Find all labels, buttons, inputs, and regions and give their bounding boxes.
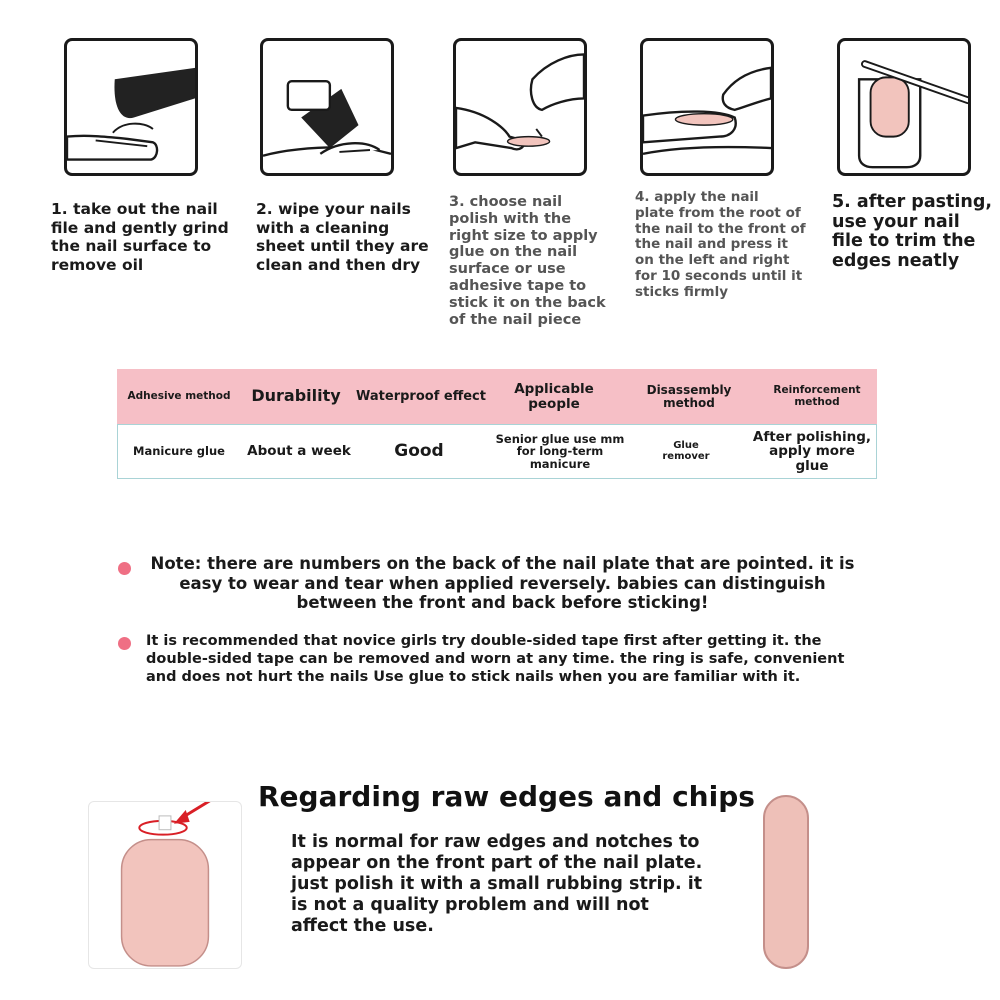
cell-durability: About a week <box>247 443 351 460</box>
cell-waterproof-effect: Good <box>394 440 444 461</box>
cell-disassembly-method: Glue remover <box>662 440 710 462</box>
cell-applicable-people: Senior glue use mm for long-term manicure <box>495 432 625 471</box>
header-waterproof-effect: Waterproof effect <box>356 388 486 404</box>
note-text: Note: there are numbers on the back of the nail plate that are pointed. it is easy to wear and tear when applied reversely. babies can distinguish between the front and back before sticking! <box>150 554 855 612</box>
cell-reinforcement-method: After polishing, apply more glue <box>752 429 872 474</box>
table-row <box>117 424 877 479</box>
apply-glue-icon <box>453 38 587 176</box>
press-nail-icon <box>640 38 774 176</box>
step-4-text: 4. apply the nail plate from the root of the nail to the front of the nail and press it on the left and right for 10 seconds until it sticks firmly <box>635 189 806 300</box>
bullet-dot <box>118 562 131 575</box>
nail-edge-illustration <box>88 801 242 969</box>
cleaning-sheet-icon <box>260 38 394 176</box>
header-durability: Durability <box>251 386 341 406</box>
table-header-row <box>117 369 877 424</box>
step-1-text: 1. take out the nail file and gently grind the nail surface to remove oil <box>51 200 229 274</box>
header-adhesive-method: Adhesive method <box>127 389 231 402</box>
trim-edges-icon <box>837 38 971 176</box>
step-5-text: 5. after pasting, use your nail file to trim the edges neatly <box>832 192 993 271</box>
section-body: It is normal for raw edges and notches to appear on the front part of the nail plate. just polish it with a small rubbing strip. it is not a quality problem and will not affect the use. <box>291 832 703 936</box>
recommendation-text: It is recommended that novice girls try double-sided tape first after getting it. the double-sided tape can be removed and worn at any time. the ring is safe, convenient and does not hurt the nails Use glue to stick nails when you are familiar with it. <box>146 633 845 685</box>
header-applicable-people: Applicable people <box>514 381 594 412</box>
step-3-text: 3. choose nail polish with the right size to apply glue on the nail surface or use adhesive tape to stick it on the back of the nail piece <box>449 194 606 328</box>
header-reinforcement-method: Reinforcement method <box>773 384 861 408</box>
cell-adhesive-method: Manicure glue <box>133 444 225 459</box>
step-2-text: 2. wipe your nails with a cleaning sheet until they are clean and then dry <box>256 200 429 274</box>
nail-file-grind-icon <box>64 38 198 176</box>
section-title: Regarding raw edges and chips <box>258 780 755 813</box>
header-disassembly-method: Disassembly method <box>646 382 732 410</box>
bullet-dot <box>118 637 131 650</box>
rubbing-strip-icon <box>763 795 809 969</box>
spec-table <box>117 369 877 479</box>
